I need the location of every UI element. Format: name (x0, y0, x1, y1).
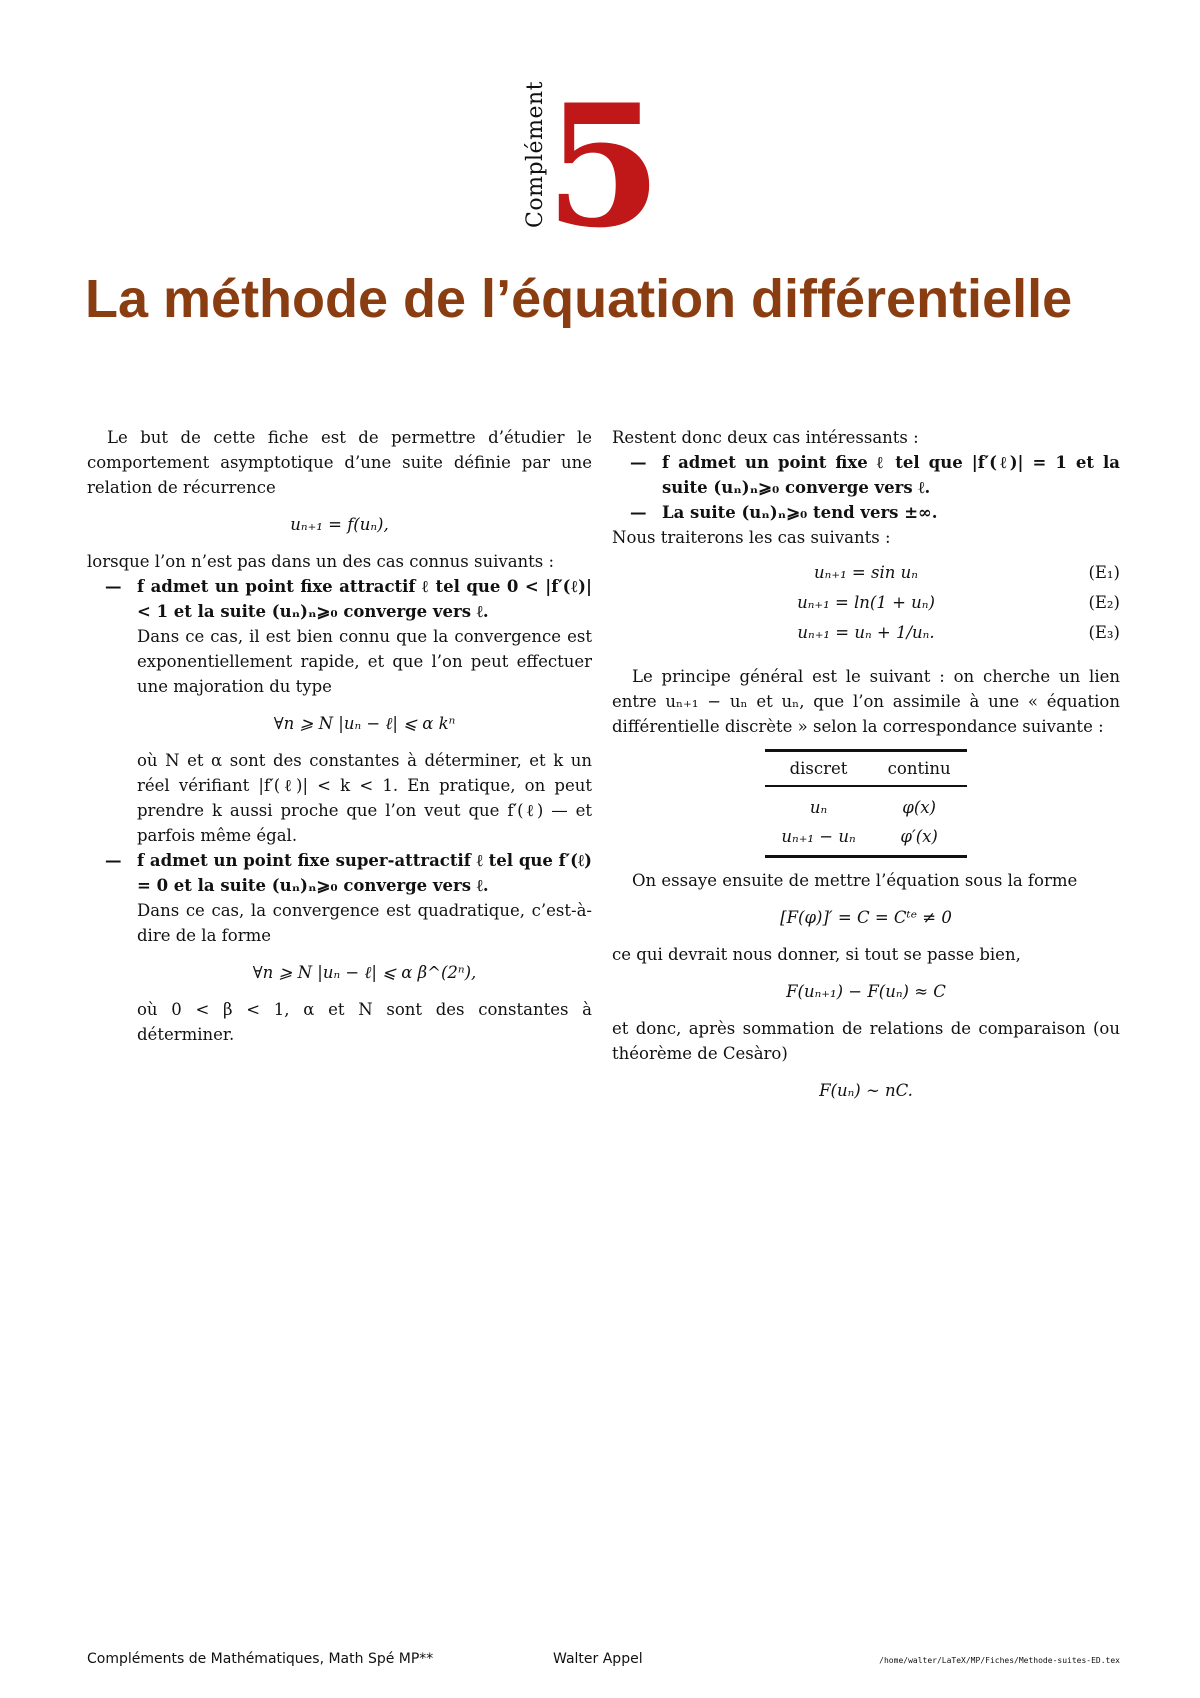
try-paragraph: On essaye ensuite de mettre l’équation sous la forme (632, 871, 1078, 890)
equation-tag: (E₁) (1088, 563, 1120, 582)
equation-row (612, 590, 1120, 620)
principle-paragraph: Le principe général est le suivant : on cherche un lien entre uₙ₊₁ − uₙ et uₙ, que l’on assimile à une « équation différentielle discrète » selon la correspondance suivante : (612, 667, 1120, 736)
equation-equivalent: F(uₙ) ∼ nC. (819, 1081, 913, 1100)
item-dash: — (105, 851, 122, 870)
item-heading: f admet un point fixe ℓ tel que |f′(ℓ)| = 1 et la suite (uₙ)ₙ⩾₀ converge vers ℓ. (662, 453, 1120, 497)
intro-paragraph: Le but de cette fiche est de permettre d’étudier le comportement asymptotique d’une suite définie par une relation de récurrence (87, 428, 592, 497)
item-dash: — (630, 503, 647, 522)
equation: uₙ₊₁ = sin uₙ (814, 563, 918, 582)
correspondence-table (765, 749, 966, 858)
equation: uₙ₊₁ = ln(1 + uₙ) (797, 593, 935, 612)
chapter-number: 5 (545, 67, 662, 265)
item-dash: — (630, 453, 647, 472)
item-after: où 0 < β < 1, α et N sont des constantes à déterminer. (137, 1000, 592, 1044)
table-header: discret (765, 751, 871, 787)
equation-tag: (E₃) (1088, 623, 1120, 642)
table-cell: φ(x) (902, 798, 936, 817)
table-header-row (765, 751, 966, 787)
equation-row (612, 620, 1120, 650)
item-equation: ∀n ⩾ N |uₙ − ℓ| ⩽ α kⁿ (273, 714, 456, 733)
should-paragraph: ce qui devrait nous donner, si tout se passe bien, (612, 945, 1021, 964)
table-header: continu (872, 751, 967, 787)
item-body: Dans ce cas, la convergence est quadratique, c’est-à-dire de la forme (137, 901, 592, 945)
list-item-super-attractive (87, 848, 592, 1047)
equation-F: [F(φ)]′ = C = Cᵗᵉ ≠ 0 (780, 908, 952, 927)
remaining-lead: Restent donc deux cas intéressants : (612, 428, 919, 447)
cases-lead: lorsque l’on n’est pas dans un des cas connus suivants : (87, 552, 555, 571)
equation-difference: F(uₙ₊₁) − F(uₙ) ≈ C (786, 982, 946, 1001)
chapter-word: Complément (523, 81, 548, 228)
item-heading: f admet un point fixe attractif ℓ tel que 0 < |f′(ℓ)| < 1 et la suite (uₙ)ₙ⩾₀ converge vers ℓ. (137, 577, 592, 621)
table-cell: uₙ (809, 798, 828, 817)
left-column (87, 425, 592, 1047)
list-item-infinity (612, 500, 1120, 525)
list-item-attractive (87, 574, 592, 848)
footer-author: Walter Appel (553, 1651, 643, 1667)
cases-lead: Nous traiterons les cas suivants : (612, 528, 891, 547)
equation: uₙ₊₁ = uₙ + 1/uₙ. (797, 623, 935, 642)
recurrence-equation: uₙ₊₁ = f(uₙ), (290, 515, 389, 534)
equation-row (612, 560, 1120, 590)
footer-file-path: /home/walter/LaTeX/MP/Fiches/Methode-suites-ED.tex (879, 1656, 1120, 1665)
table-row (765, 822, 966, 857)
equation-list (612, 560, 1120, 650)
table-cell: uₙ₊₁ − uₙ (765, 822, 871, 857)
equation-tag: (E₂) (1088, 593, 1120, 612)
item-equation: ∀n ⩾ N |uₙ − ℓ| ⩽ α β^(2ⁿ), (252, 963, 477, 982)
sum-paragraph: et donc, après sommation de relations de comparaison (ou théorème de Cesàro) (612, 1019, 1120, 1063)
table-row (765, 786, 966, 822)
page-title: La méthode de l’équation différentielle (85, 269, 1073, 329)
footer-book-title: Compléments de Mathématiques, Math Spé MP** (87, 1651, 434, 1667)
item-body: Dans ce cas, il est bien connu que la convergence est exponentiellement rapide, et que l’on peut effectuer une majoration du type (137, 627, 592, 696)
item-dash: — (105, 577, 122, 596)
item-after: où N et α sont des constantes à déterminer, et k un réel vérifiant |f′(ℓ)| < k < 1. En pratique, on peut prendre k aussi proche que l’on veut que f′(ℓ) — et parfois même égal. (137, 751, 592, 845)
table-cell: φ′(x) (872, 822, 967, 857)
item-heading: f admet un point fixe super-attractif ℓ tel que f′(ℓ) = 0 et la suite (uₙ)ₙ⩾₀ converge vers ℓ. (137, 851, 592, 895)
list-item-neutral (612, 450, 1120, 500)
right-column (612, 425, 1120, 1115)
item-heading: La suite (uₙ)ₙ⩾₀ tend vers ±∞. (662, 503, 938, 522)
